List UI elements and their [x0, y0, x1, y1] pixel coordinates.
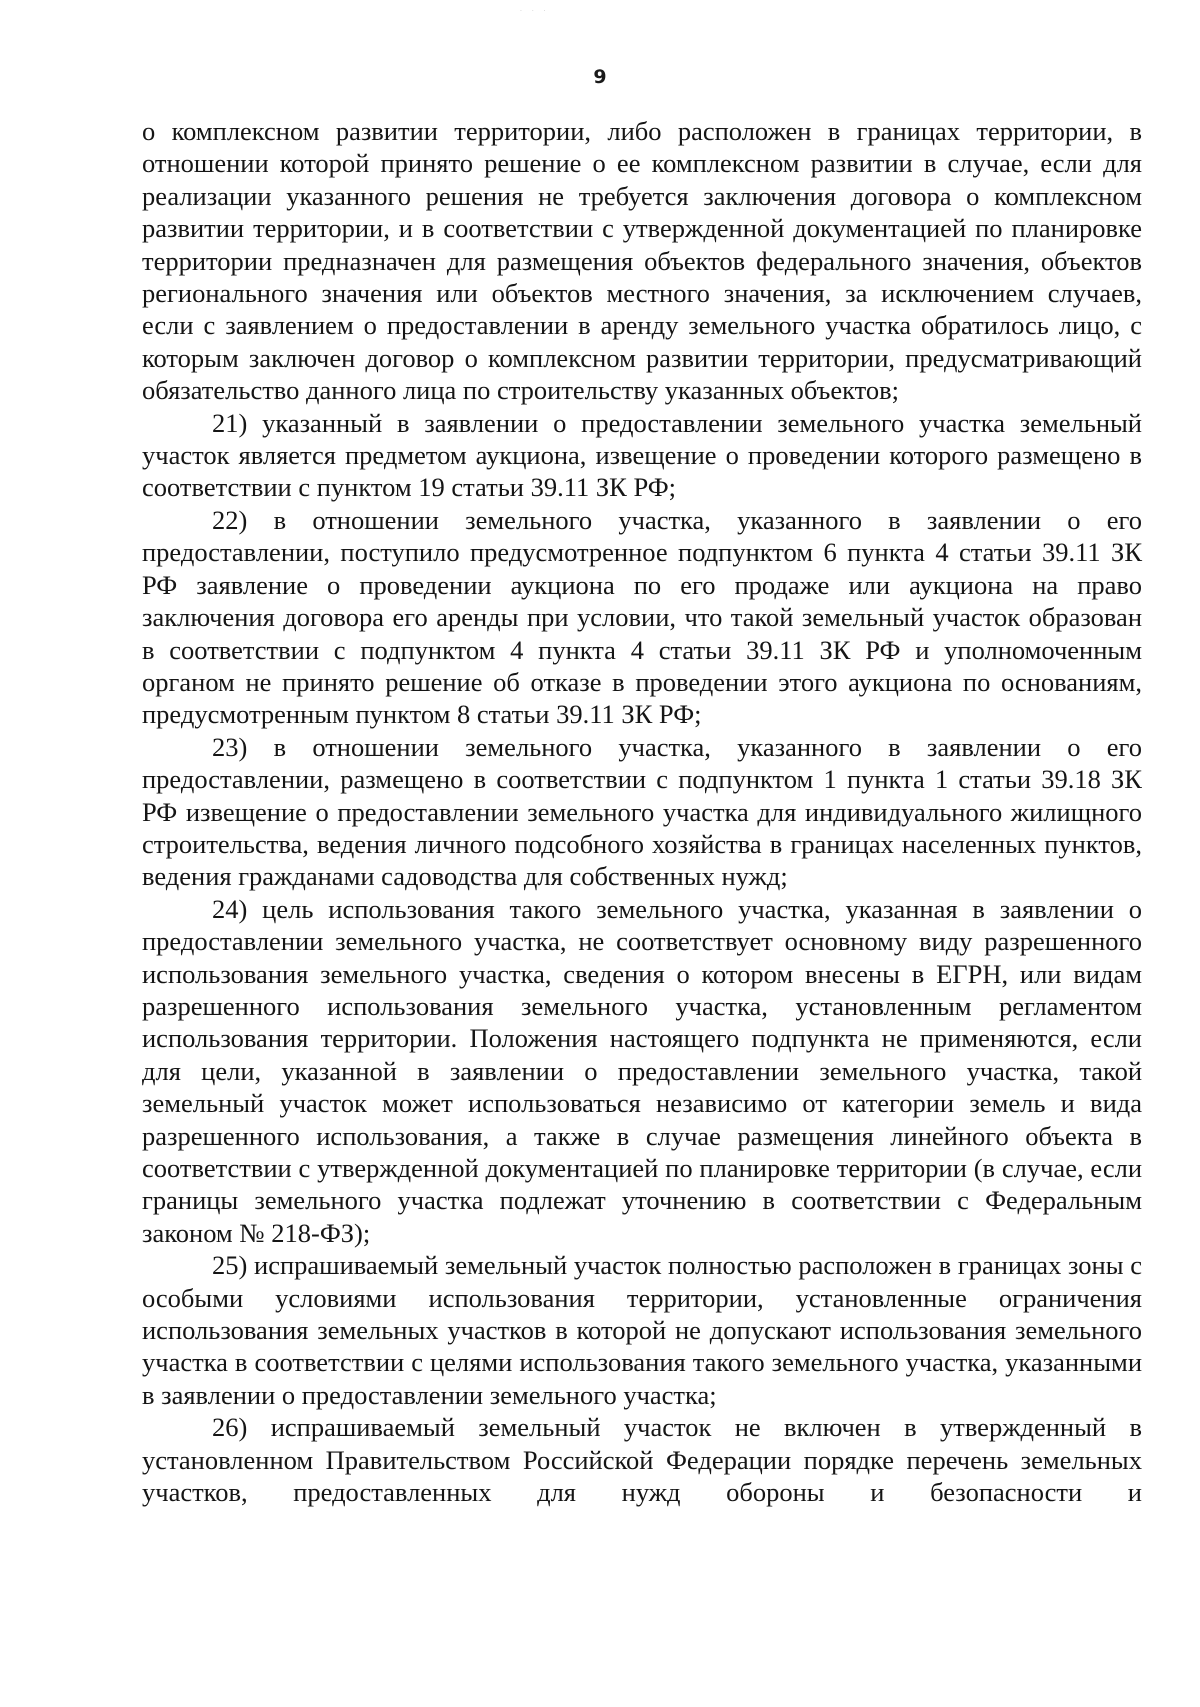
document-body	[142, 115, 1142, 1508]
paragraph-continuation: о комплексном развитии территории, либо расположен в границах территории, в отношении которой принято решение о ее комплексном развитии в случае, если для реализации указанного решения не требуется заключения договора о комплексном развитии территории, и в соответствии с утвержденной документацией по планировке территории предназначен для размещения объектов федерального значения, объектов регионального значения или объектов местного значения, за исключением случаев, если с заявлением о предоставлении в аренду земельного участка обратилось лицо, с которым заключен договор о комплексном развитии территории, предусматривающий обязательство данного лица по строительству указанных объектов;	[142, 116, 1142, 406]
list-item-24: 24) цель использования такого земельного участка, указанная в заявлении о предоставлении земельного участка, не соответствует основному виду разрешенного использования земельного участка, сведения о котором внесены в ЕГРН, или видам разрешенного использования земельного участка, установленным регламентом использования территории. Положения настоящего подпункта не применяются, если для цели, указанной в заявлении о предоставлении земельного участка, такой земельный участок может использоваться независимо от категории земель и вида разрешенного использования, а также в случае размещения линейного объекта в соответствии с утвержденной документацией по планировке территории (в случае, если границы земельного участка подлежат уточнению в соответствии с Федеральным законом № 218-ФЗ);	[142, 893, 1142, 1248]
list-item-26: 26) испрашиваемый земельный участок не включен в утвержденный в установленном Правительством Российской Федерации порядке перечень земельных участков, предоставленных для нужд обороны и безопасности и	[142, 1412, 1142, 1508]
scan-artifact: · · ·	[520, 8, 550, 15]
list-item-22: 22) в отношении земельного участка, указанного в заявлении о его предоставлении, поступило предусмотренное подпунктом 6 пункта 4 статьи 39.11 ЗК РФ заявление о проведении аукциона по его продаже или аукциона на право заключения договора его аренды при условии, что такой земельный участок образован в соответствии с подпунктом 4 пункта 4 статьи 39.11 ЗК РФ и уполномоченным органом не принято решение об отказе в проведении этого аукциона по основаниям, предусмотренным пунктом 8 статьи 39.11 ЗК РФ;	[142, 504, 1142, 730]
list-item-23: 23) в отношении земельного участка, указанного в заявлении о его предоставлении, размещено в соответствии с подпунктом 1 пункта 1 статьи 39.18 ЗК РФ извещение о предоставлении земельного участка для индивидуального жилищного строительства, ведения личного подсобного хозяйства в границах населенных пунктов, ведения гражданами садоводства для собственных нужд;	[142, 731, 1142, 892]
list-item-25: 25) испрашиваемый земельный участок полностью расположен в границах зоны с особыми условиями использования территории, установленные ограничения использования земельных участков в которой не допускают использования земельного участка в соответствии с целями использования такого земельного участка, указанными в заявлении о предоставлении земельного участка;	[142, 1250, 1142, 1410]
list-item-21: 21) указанный в заявлении о предоставлении земельного участка земельный участок является предметом аукциона, извещение о проведении которого размещено в соответствии с пунктом 19 статьи 39.11 ЗК РФ;	[142, 407, 1142, 503]
page-number: 9	[593, 66, 607, 88]
